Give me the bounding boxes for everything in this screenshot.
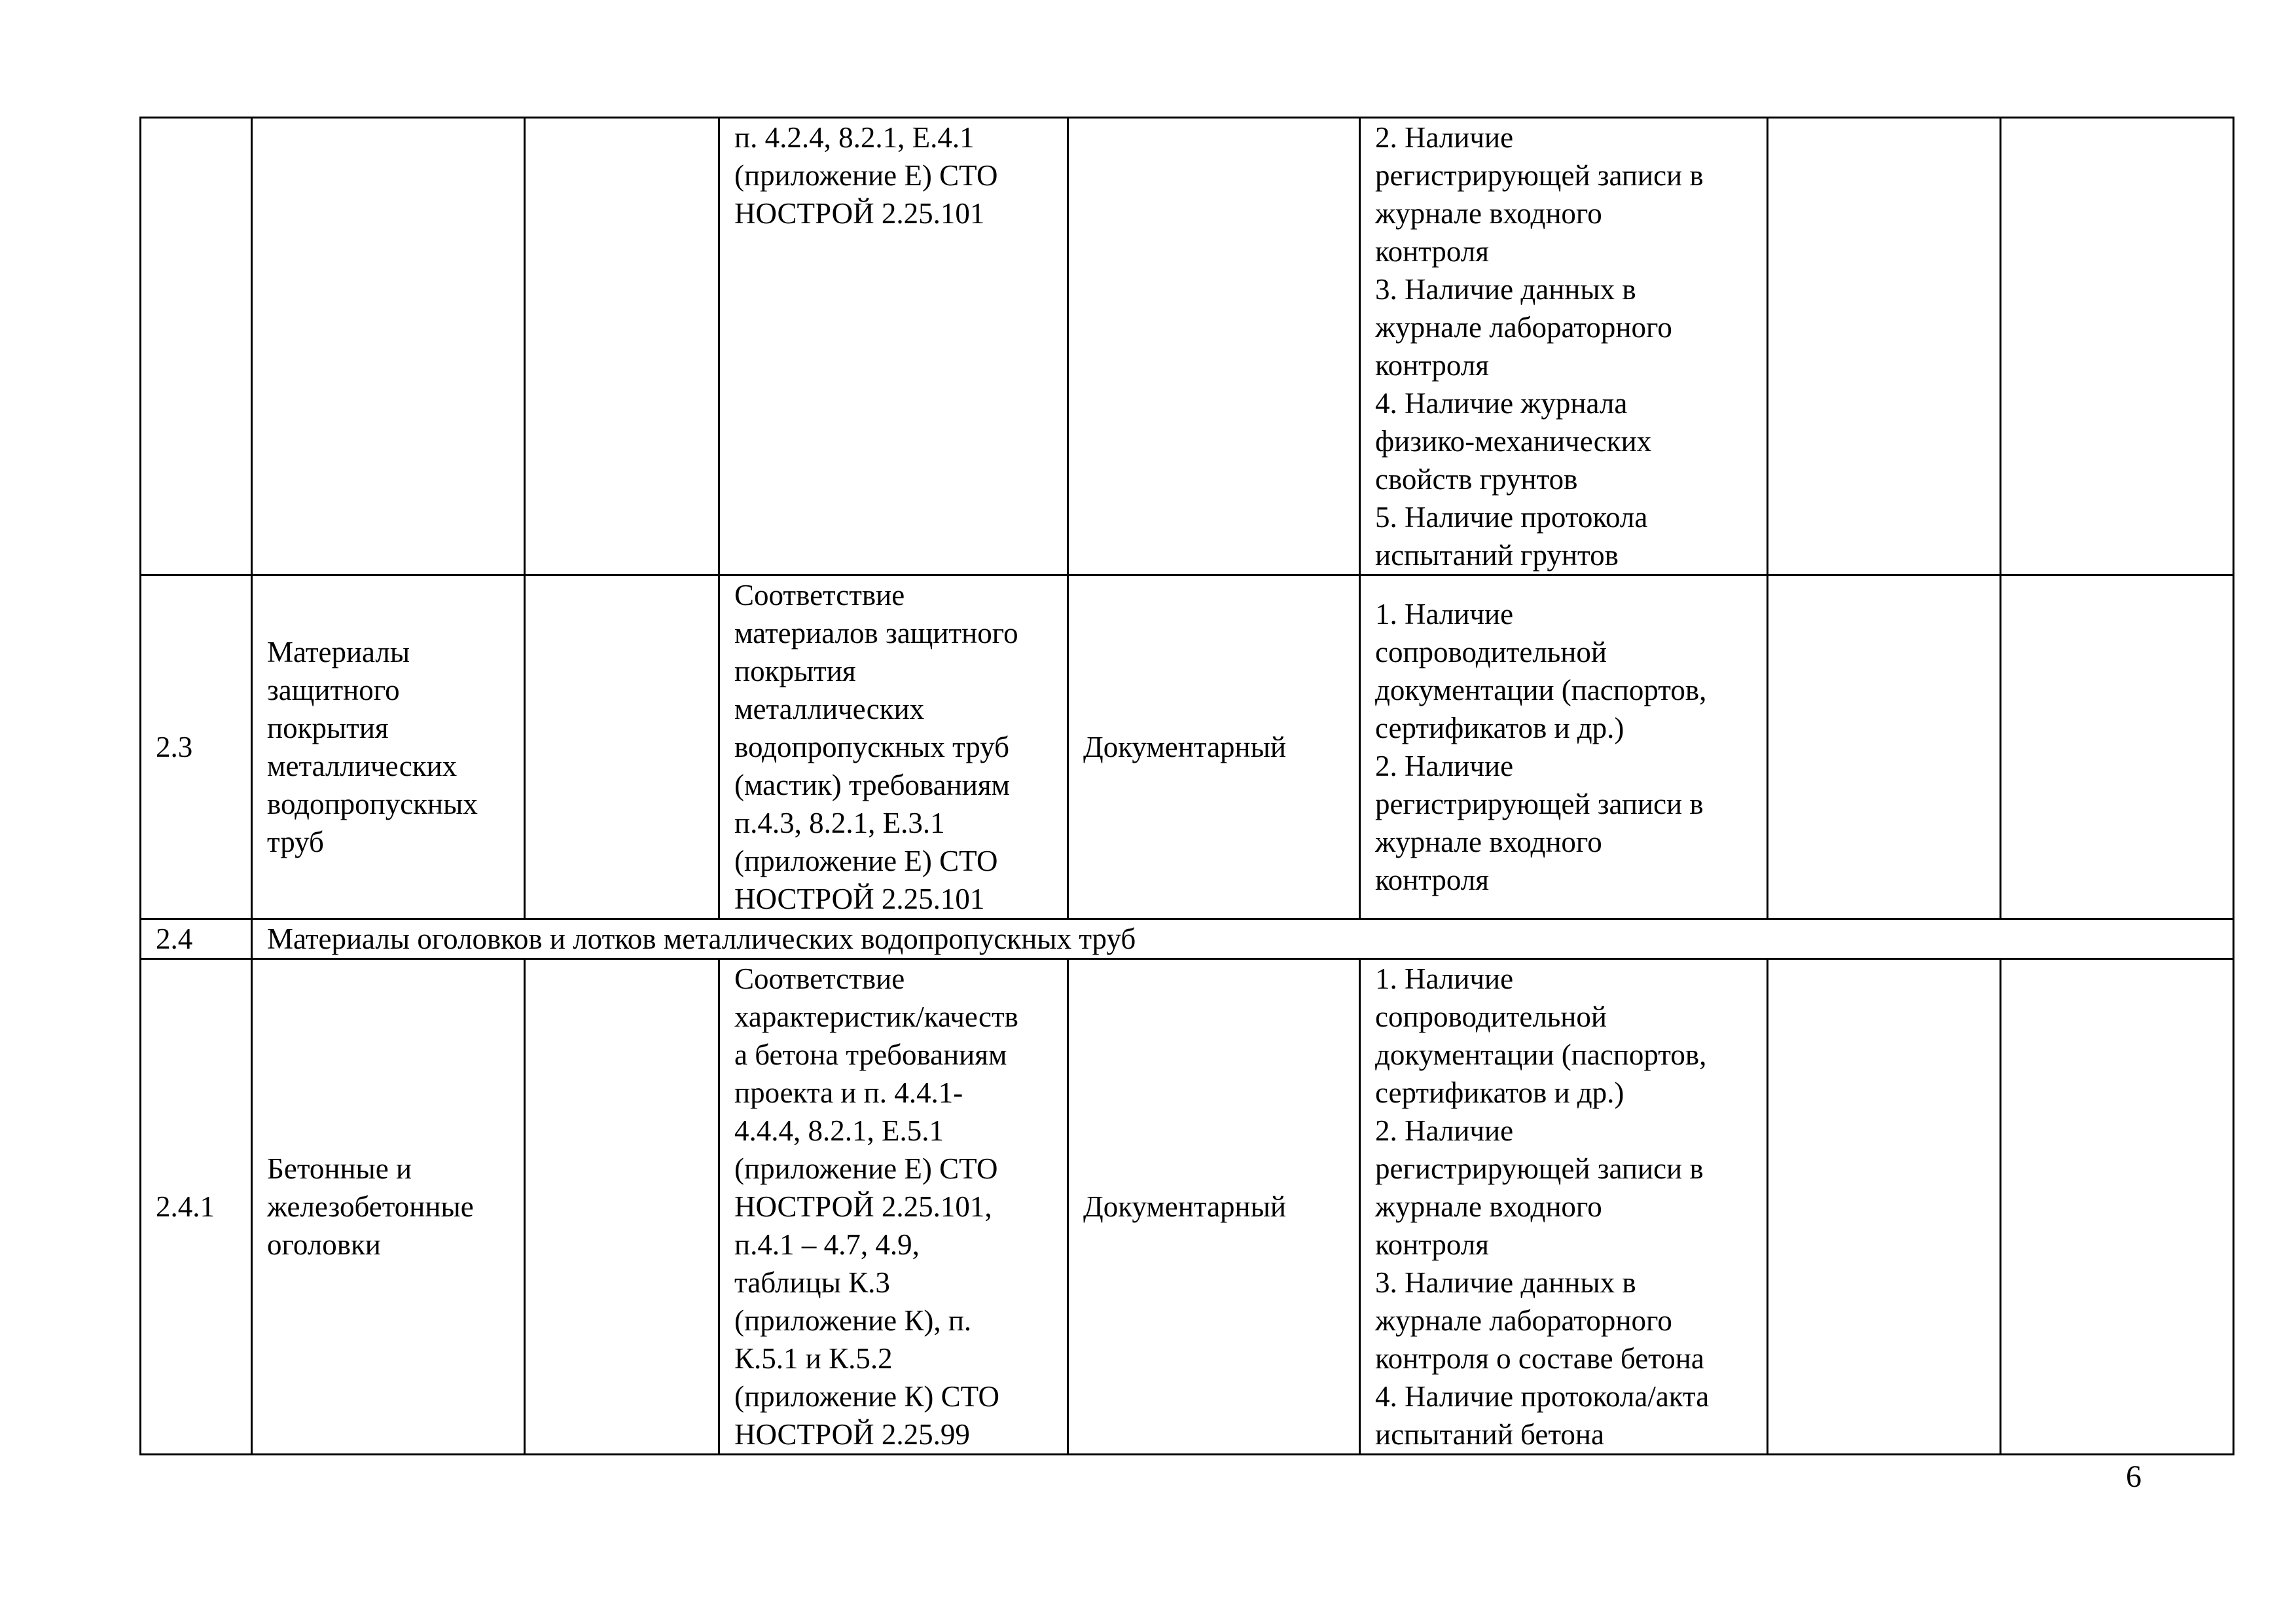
item-name-cell: Материалы защитного покрытия металлических водопропускных труб — [252, 575, 525, 919]
empty-cell — [525, 959, 719, 1455]
item-number-cell: 2.4.1 — [141, 959, 252, 1455]
documents-cell: 1. Наличие сопроводительной документации (паспортов, сертификатов и др.) 2. Наличие регистрирующей записи в журнале входного контроля — [1360, 575, 1768, 919]
empty-cell — [2001, 959, 2234, 1455]
section-title-cell: Материалы оголовков и лотков металлических водопропускных труб — [252, 919, 2234, 959]
documents-cell: 1. Наличие сопроводительной документации (паспортов, сертификатов и др.) 2. Наличие регистрирующей записи в журнале входного контроля 3. Наличие данных в журнале лабораторного контроля о составе бетона 4. Наличие протокола/акта испытаний бетона — [1360, 959, 1768, 1455]
empty-cell — [1768, 959, 2001, 1455]
table-row — [141, 959, 2234, 1455]
empty-cell — [2001, 118, 2234, 575]
empty-cell — [525, 118, 719, 575]
inspection-table — [139, 117, 2234, 1455]
empty-cell — [2001, 575, 2234, 919]
empty-cell — [1768, 118, 2001, 575]
requirement-cell: Соответствие характеристик/качеств а бетона требованиям проекта и п. 4.4.1- 4.4.4, 8.2.1, Е.5.1 (приложение Е) СТО НОСТРОЙ 2.25.101, п.4.1 – 4.7, 4.9, таблицы К.3 (приложение К), п. К.5.1 и К.5.2 (приложение К) СТО НОСТРОЙ 2.25.99 — [719, 959, 1068, 1455]
item-number-cell — [141, 118, 252, 575]
control-method-cell — [1068, 118, 1360, 575]
control-method-cell: Документарный — [1068, 575, 1360, 919]
page-number: 6 — [2126, 1459, 2142, 1494]
requirement-cell: Соответствие материалов защитного покрытия металлических водопропускных труб (мастик) требованиям п.4.3, 8.2.1, Е.3.1 (приложение Е) СТО НОСТРОЙ 2.25.101 — [719, 575, 1068, 919]
item-name-cell: Бетонные и железобетонные оголовки — [252, 959, 525, 1455]
section-number-cell: 2.4 — [141, 919, 252, 959]
table-row — [141, 575, 2234, 919]
documents-cell: 2. Наличие регистрирующей записи в журнале входного контроля 3. Наличие данных в журнале лабораторного контроля 4. Наличие журнала физико-механических свойств грунтов 5. Наличие протокола испытаний грунтов — [1360, 118, 1768, 575]
empty-cell — [525, 575, 719, 919]
empty-cell — [1768, 575, 2001, 919]
table-row — [141, 118, 2234, 575]
item-number-cell: 2.3 — [141, 575, 252, 919]
control-method-cell: Документарный — [1068, 959, 1360, 1455]
requirement-cell: п. 4.2.4, 8.2.1, Е.4.1 (приложение Е) СТО НОСТРОЙ 2.25.101 — [719, 118, 1068, 575]
item-name-cell — [252, 118, 525, 575]
section-row — [141, 919, 2234, 959]
